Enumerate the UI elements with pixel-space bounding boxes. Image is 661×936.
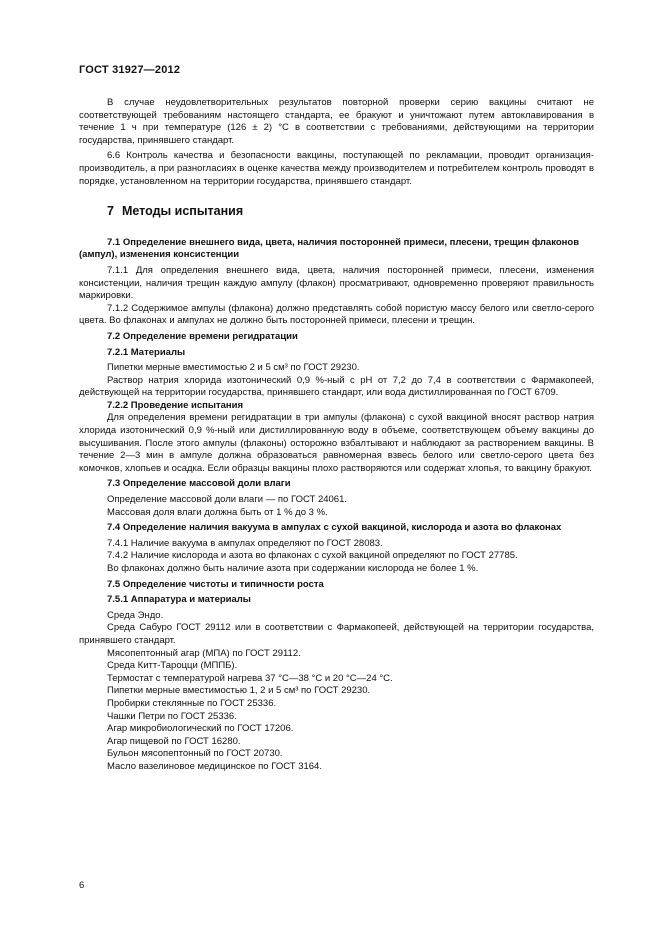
paragraph: Пипетки мерные вместимостью 2 и 5 см³ по ГОСТ 29230. [107,362,360,374]
list-item: Среда Китт-Тароцци (МППБ). [107,660,238,672]
list-item: Агар пищевой по ГОСТ 16280. [107,735,241,747]
paragraph: Раствор натрия хлорида изотонический 0,9 %-ный с рН от 7,2 до 7,4 в соответствии с Фармакопеей, действующей на территории государства, принявшего стандарт, или вода дистиллированная по ГОСТ 6709. [79,374,594,399]
paragraph: Во флаконах должно быть наличие азота при содержании кислорода не более 1 %. [107,563,479,574]
list-item: Среда Сабуро ГОСТ 29112 или в соответствии с Фармакопеей, действующей на территории государства, принявшего стандарт. [79,622,594,646]
paragraph: 7.4.1 Наличие вакуума в ампулах определяют по ГОСТ 28083. [107,537,383,549]
subsection-heading: 7.2.1 Материалы [107,346,186,358]
paragraph: Для определения времени регидратации в три ампулы (флакона) с сухой вакциной вносят раствор натрия хлорида изотонический 0,9 %-ный или дистиллированную воду в объеме, соответствующем объему вакцины до высушивания. После этого ампулы (флаконы) осторожно взбалтывают и наблюдают за растворением вакцины. В течение 2—3 мин в ампуле должна образоваться равномерная взвесь белого или светло-серого цвета без комочков, хлопьев и осадка. Если образцы вакцины плохо растворяются или содержат хлопья, то вакцину бракуют. [79,412,594,474]
document-body [79,97,594,774]
list-item: Масло вазелиновое медицинское по ГОСТ 3164. [107,760,322,772]
paragraph: Массовая доля влаги должна быть от 1 % до 3 %. [107,506,328,518]
subsection-heading: 7.5 Определение чистоты и типичности роста [107,578,324,590]
paragraph: 7.4.2 Наличие кислорода и азота во флаконах с сухой вакциной определяют по ГОСТ 27785. [107,550,518,562]
list-item: Агар микробиологический по ГОСТ 17206. [107,723,294,735]
page-number: 6 [79,880,85,891]
section-heading [79,205,594,218]
paragraph: 7.1.2 Содержимое ампулы (флакона) должно представлять собой пористую массу белого или светло-серого цвета. Во флаконах и ампулах не должно быть посторонней примеси, плесени и трещин. [79,302,594,327]
subsection-heading: 7.2.2 Проведение испытания [107,399,244,411]
list-item: Пипетки мерные вместимостью 1, 2 и 5 см³ по ГОСТ 29230. [107,685,371,697]
list-item: Среда Эндо. [107,609,164,621]
subsection-heading: 7.2 Определение времени регидратации [107,330,298,342]
paragraph: Определение массовой доли влаги — по ГОСТ 24061. [107,494,348,506]
subsection-heading: 7.3 Определение массовой доли влаги [107,478,291,490]
paragraph: 7.1.1 Для определения внешнего вида, цвета, наличия посторонней примеси, плесени, изменения консистенции, наличия трещин каждую ампулу (флакон) просматривают, одновременно проверяют правильность маркировки. [79,264,594,302]
list-item: Термостат с температурой нагрева 37 °С—38 °С и 20 °С—24 °С. [107,672,393,684]
list-item: Бульон мясопептонный по ГОСТ 20730. [107,748,283,760]
subsection-heading: 7.1 Определение внешнего вида, цвета, наличия посторонней примеси, плесени, трещин флаконов (ампул), изменения консистенции [79,236,580,261]
section-title: Методы испытания [121,204,244,219]
list-item: Пробирки стеклянные по ГОСТ 25336. [107,697,277,709]
subsection-heading: 7.5.1 Аппаратура и материалы [107,594,251,606]
list-item: Мясопептонный агар (МПА) по ГОСТ 29112. [107,647,301,659]
paragraph: В случае неудовлетворительных результатов повторной проверки серию вакцины считают не соответствующей требованиям настоящего стандарта, ее бракуют и уничтожают путем автоклавирования в течение 1 ч при температуре (126 ± 2) °С в соответствии с требованиями, действующими на территории государства, принявшего стандарт. [79,97,594,146]
document-header: ГОСТ 31927—2012 [79,64,181,76]
paragraph: 6.6 Контроль качества и безопасности вакцины, поступающей по рекламации, проводит организация-производитель, а при разногласиях в оценке качества между производителем и потребителем контроль проводят в порядке, установленном на территории государства, принявшего стандарт. [79,150,594,187]
subsection-heading: 7.4 Определение наличия вакуума в ампулах с сухой вакциной, кислорода и азота во флаконах [107,522,562,534]
list-item: Чашки Петри по ГОСТ 25336. [107,710,237,722]
section-number: 7 [107,204,114,219]
